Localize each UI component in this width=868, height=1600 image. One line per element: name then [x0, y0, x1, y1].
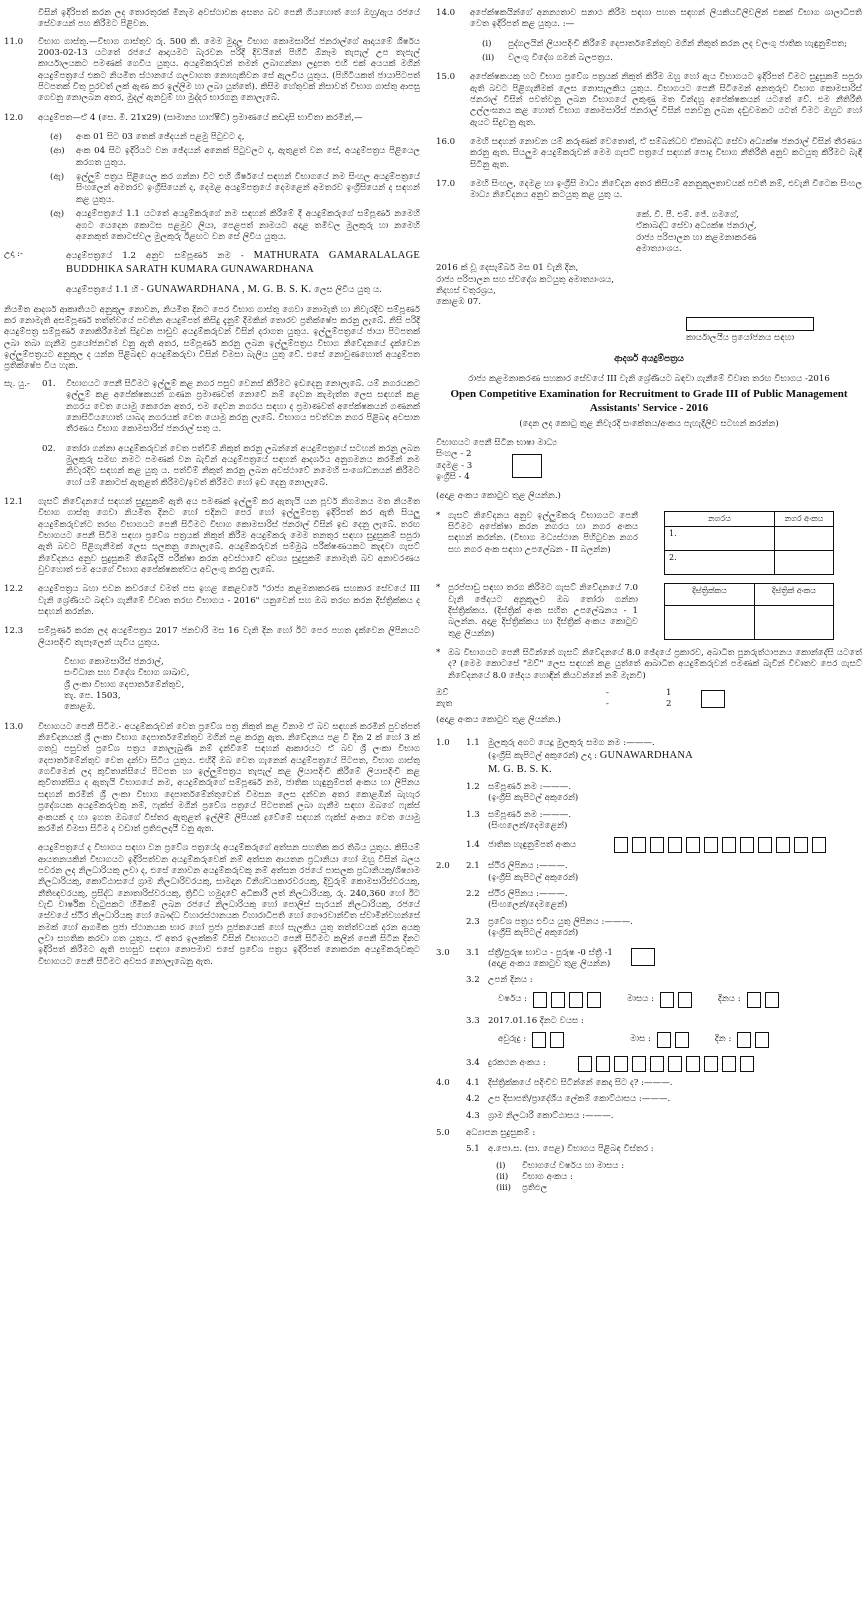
example-initials-name: GUNAWARDHANA , M. G. B. S. K. — [146, 283, 312, 295]
dob-year-input[interactable] — [533, 992, 601, 1008]
field-3-2: 3.2 උපන් දිනය : — [466, 975, 533, 986]
form-title: ආදර්ශ අයදුම්පත්‍රය — [614, 353, 684, 364]
list-item[interactable]: (ii) විභාග අංකය : — [496, 1171, 573, 1182]
section-17: 17.0 මෙහි සිංහල, දෙමළ හා ඉංග්‍රීසි මාධ්‍ය නිවේදන අතර කිසියම් අනනුකූලතාවයක් පවතී නම්, එවැනි විටෙක සිංහල මාධ්‍ය නිවේදනය අනුව කටයුතු කළ යුතු ය. — [436, 179, 862, 201]
section-number: 11.0 — [4, 36, 24, 47]
district-field[interactable] — [665, 605, 755, 639]
age-days-input[interactable] — [737, 1032, 769, 1048]
section-15: 15.0 අපේක්ෂකයකු හට විභාග ප්‍රවේශ පත්‍රයක් නිකුත් කිරීම ඔහු හෝ ඇය විභාගයට ඉදිරිපත් වීමට සුදුසුකම් සපුරා ඇති බවට පිළිගැනීමක් ලෙස නොසැලකිය යුතුය. විභාගයට පෙනී සිටීමෙන් අනතුරුව විභාග කොමසාරිස් ජනරාල් විසින් පවත්වනු ලබන විභාගයේ ලකුණු මත වින්දහු අපේක්ෂකයන් යටතේ වේ. එම නීතිරීති උල්ලංඝනය කළ හොත් විභාග කොමසාරිස් ජනරාල් විසින් පනවනු ලබන දඬුවමකට යටත් වීමට ඔහුට හෝ ඇයට සිදුවනු ඇත. — [436, 72, 862, 128]
list-item: (ඈ) අයදුම්පත්‍රයේ 1.1 යටතේ අයදුම්කරුගේ නම සඳහන් කිරීමේ දී අයදුම්කරුගේ සම්පූර්ණ නමෙහි අගට යෙදෙන කොටස පළමුව ලියා, පෙළපත් නාමයට අදාළ තමිවල මුලකුරු හා නමෙහි අනෙකුත් කොටස්වල මුලකුරු ඊළඟට වන සේ ලිවිය යුතුය. — [50, 209, 420, 242]
gender-input-box[interactable] — [631, 948, 655, 966]
note-01: සැ. යු.- 01. විභාගයට පෙනී සිටීමට ඉල්ලුම් කළ නගර පසුව වෙනස් කිරීමට ඉඩදෙනු නොලැබේ. යම් නගරයකට ඉල්ලුම් කළ අපේක්ෂකයන් ගණන ප්‍රමාණවත් නොවේ නම් දෙවන කැමැත්ත ලෙස සඳහන් කළ නගරය වෙත යොමු කෙරෙන අතර, එම දෙවන නගරය සඳහා ද ප්‍රමාණවත් අපේක්ෂකයන් ගණනක් නොසිටියහොත් යාබද නගරයක් වෙත යොමු කරනු ලැබේ. විභාගය පවත්වන නගර පිළිබඳ අවසාන තීරණය විභාග කොමසාරිස් ජනරාල් සතු ය. — [4, 378, 420, 435]
example-full-name: MATHURATA GAMARALALAGE BUDDHIKA SARATH KUMARA GUNAWARDHANA — [66, 250, 420, 276]
form-english-title: Open Competitive Examination for Recruitment to Grade III of Public Management Assistants' Service - 2016 — [450, 388, 848, 414]
list-item[interactable]: (i) විභාගයේ වර්ෂය හා මාසය : — [496, 1160, 625, 1171]
left-column — [4, 8, 420, 974]
section-12 — [4, 113, 420, 124]
field-1-2[interactable]: 1.2 සම්පූර්ණ නම :———. (ඉංග්‍රීසි කැපිටල් අකුරෙන්) — [466, 782, 579, 804]
age-months-input[interactable] — [657, 1032, 689, 1048]
district-number-field[interactable] — [755, 605, 834, 639]
field-1-3[interactable]: 1.3 සම්පූර්ණ නම :———. (සිංහලෙන්/දෙමළෙන්) — [466, 809, 572, 832]
list-item: (ඇ) ඉල්ලුම් පත්‍රය පිළියෙල කර ගන්නා විට එහි ශීර්ෂයේ සඳහන් විභාගයේ නම සිංහල අයදුම්පත්‍රයේ සිංහලෙන් අමතරව ඉංග්‍රීසියෙන් ද, දෙමළ අයදුම්පත්‍රයේ දෙමළෙන් අමතරව ඉංග්‍රීසියෙන් ද සඳහන් කළ යුතුය. — [50, 172, 420, 205]
dob-inputs: වර්ෂය : මාසය : දිනය : — [436, 992, 862, 1008]
field-4-2[interactable]: 4.2 උප දිසාපති/ප්‍රාදේශීය ලේකම් කොට්ඨාසය :———. — [466, 1094, 671, 1105]
list-item: (අ) අංක 01 සිට 03 තෙක් ඡේදයන් පළමු පිටුවට ද, — [50, 132, 245, 143]
section-12-items — [4, 132, 420, 243]
field-5-1: 5.1 අ.පො.ස. (සා. පෙළ) විභාගය පිළිබඳ විස්තර : — [466, 1144, 654, 1155]
field-5-1-items — [436, 1161, 862, 1195]
list-item: (ආ) අංක 04 සිට ඉදිරියට වන ඡේදයන් අනෙක් පිටුවලට ද, ඇතුළත් වන සේ, අයදුම්පත්‍රය පිළියෙල කරගත යුතුය. — [50, 146, 420, 168]
section-text: විභාග ගාස්තු.—විභාග ගාස්තුව රු. 500 කි. මෙම මුදල විභාග කොමසාරිස් ජනරාල්ගේ ආදායමේ ශීර්ෂය 2003-02-13 යටතේ රජයේ ආදායමට බැරවන පරිදි දිවයිනේ පිහිටි ඕනෑම තැපැල් උප තැපැල් කාර්යාලයකට පමණක් ගෙවිය යුතුය. අයදුම්කරුවන් තමන් ලබාගන්නා ලදුපත එහි එක් අයයක් මගින් අයදුම්පත්‍රයේ එකට නියමිත ස්ථානයේ ගලවාගත නොහැකිවන සේ ඇලවිය යුතුය. (පිහිටියකත් ජායාපිටපත් පිටපතක් වීතු පුරවත් ලක් ඇණ කර ඉල්ලිම හා ලබා යුත්තේ). කිසිම හේතුවක් නිසාවත් විභාග ගාස්තු ආපසු ගෙවනු නොලබන අතර, මුදල් ඇනවුම් හා මුද්දර භාරගනු නොලැබේ. — [38, 36, 420, 104]
dob-month-input[interactable] — [660, 992, 692, 1008]
city-number-field-2[interactable] — [775, 551, 834, 575]
field-3-4: 3.4 දුරකථන අංකය : — [436, 1056, 862, 1072]
district-table: දිස්ත්‍රික්කය දිස්ත්‍රික් අංකය — [664, 583, 834, 640]
section-13-continued: අයදුම්පත්‍රයේ ද විභාගය සඳහා වන ප්‍රවේශ පත්‍රයේද අයදුම්කරුගේ අත්සන සහතික කර තිබිය යුතුය. කිසියම් ආයතනයකින් විභාගයට ඉදිරිපත්වන අයදුම්කරුවෙක් නම් අත්සන ආයතන ප්‍රධානියා හෝ ඔහු විසින් බලය පවරන ලද නිලධාරියකු ලවා ද, එසේ නොවන අයදුම්කරුවකු නම් අත්සන රජයේ පාසලක ප්‍රධානියකු/ශිෂ්‍යාම නිලධාරියකු, කොට්ඨාසයේ ග්‍රාම නිලධාරිවරයකු, සාමදාන විනිශ්චයකාරවරයකු, දිවුරුම් කොමසාරිස්වරයකු, නීතිඥවරයකු, ප්‍රසිද්ධ නොතාරිස්වරයකු, ත්‍රිවිධ හමුදාවේ අධිකාරී ලත් නිලධාරියකු, රු. 240,360 හෝ ඊට වැඩි වාර්ෂික වැටුපකට හිමිකම් ලබන රජයේ නිලධාරියකු හෝ පොලිස් සැරයන් නිලධාරියකු, රජයේ සේවයේ ස්ථිර නිලධාරියකු හෝ බෞද්ධ විහාරස්ථානයක විහාරාධිපති හෝ ගෞරවාන්විත ස්වාමීන්වහන්සේ නමක් හෝ ආගමික ප්‍රජා ස්ථානයක භාර හෝ ප්‍රජා පූජකයෙක් හෝ සැලකිය යුතු තත්ත්වයක් දරන අයකු ලවා සහතික කරවා ගත යුතුය. ඒ අතර ඉලක්කම් විසින් විභාගයට පෙනී සිටීමට කලින් පෙනී සිටින දිනට ඉදිරිපත් කිරීමට ඇති පහසුව සඳහා නොපමාව එසේ ප්‍රවේශ පත්‍රය ඉදිරිපත් නොකරන අයදුම්කරුවකුට විභාගයට පෙනී සිටීමට අවසර නොලැබෙනු ඇත. — [38, 843, 420, 967]
field-4-1[interactable]: 4.0 4.1 දිස්ත්‍රික්කයේ පදිංචිව සිටින්නේ කෙදා සිට ද? :———. — [436, 1077, 673, 1088]
field-2-1[interactable]: 2.0 2.1 ස්ථිර ලිපිනය :———. (ඉංග්‍රීසි කැපිටල් අකුරෙන්) — [436, 861, 579, 883]
section-12-1: 12.1 ගැසට් නිවේදනයේ සඳහන් සුදුසුකම් ඇති අය පමණක් ඉල්ලුම් කර ඇතැයි යන පූර්ව නිගමනය මත නියමිත විභාග ගාස්තු ගෙවා නියමිත දිනට හෝ එදිනට පෙර හෝ ඉල්ලුම්පත්‍ර ඉදිරිපත් කර ඇති සියලු අයදුම්කරුවන්ට තරඟ විභාගයට පෙනී සිටීමට විභාග කොමසාරිස් ජනරාල් විසින් ඉඩ දෙනු ලැබේ. තරඟ විභාගයට පෙනී සිටීම සඳහා ප්‍රවේශ පත්‍රයක් නිකුත් කිරීම අයදුම්කරු මෙම තනතුර සඳහා සුදුසුකම් සපුරා ඇති බවට පිළිගැනීමක් ලෙස සලකනු නොලැබේ. අයදුම්කරුවන් සම්මුඛ පරීක්ෂණයකට කැඳවා ගැසට් නිවේදනය අනුව සුදුසුකම් තිබේදැයි පරීක්ෂා කරන අවස්ථාවේ අවශ්‍ය සුදුසුකම් නොමැති බව අනාවරණය වුවහොත් එම අයගේ විභාග අපේක්ෂකත්වය අවලංගු කරනු ලැබේ. — [4, 496, 420, 575]
phone-input[interactable] — [578, 1056, 754, 1072]
field-3-3: 3.3 2017.01.16 දිනට වයස : — [466, 1015, 584, 1026]
list-item: (i) පුද්ගලයින් ලියාපදිංචි කිරීමේ දෙපාර්තමේන්තුව මගින් නිකුත් කරන ලද වලංගු ජාතික හැඳුනුම්පත; — [482, 38, 848, 49]
medium-input-box[interactable] — [512, 454, 542, 478]
list-item: (ii) වලංගු විදේශ ගමන් බලපත්‍රය. — [482, 53, 613, 64]
section-text: අයදුම්පත—ඒ 4 (සෙ. මී. 21x29) (සාමාන්‍ය හාෆ්ෂීට්) ප්‍රමාණයේ කඩදාසි භාවිතා කරමින්,— — [38, 112, 363, 123]
list-item[interactable]: (iii) ප්‍රතිඵල — [496, 1183, 548, 1194]
section-14: 14.0 අපේක්ෂකයින්ගේ අනන්‍යතාව සනාථ කිරීම සඳහා පහත සඳහන් ලියකියවිලිවලින් එකක් විභාග ශාලාධිපති වෙත ඉදිරිපත් කළ යුතුය. :— — [436, 8, 862, 30]
right-column: 14.0 අපේක්ෂකයින්ගේ අනන්‍යතාව සනාථ කිරීම සඳහා පහත සඳහන් ලියකියවිලිවලින් එකක් විභාග ශාලාධිපති වෙත ඉදිරිපත් කළ යුතුය. :— (i) පුද්ගලයින් ලියාපදිංචි කිරීමේ දෙපාර්තමේන්තුව මගින් නිකුත් කරන ලද වලංගු ජාතික හැඳුනුම්පත; (ii) වලංගු විදේශ ගමන් බලපත්‍රය. 15.0 අපේක්ෂකයකු හට විභාග ප්‍රවේශ පත්‍රයක් නිකුත් කිරීම ඔහු හෝ ඇය විභාගයට ඉදිරිපත් වීමට සුදුසුකම් සපුරා ඇති බවට පිළිගැනීමක් ලෙස නොසැලකිය යුතුය. විභාගයට පෙනී සිටීමෙන් අනතුරුව විභාග කොමසාරිස් ජනරාල් විසින් පවත්වනු ලබන විභාගයේ ලකුණු මත වින්දහු අපේක්ෂකයන් යටතේ වේ. එම නීතිරීති උල්ලංඝනය කළ හොත් විභාග කොමසාරිස් ජනරාල් විසින් පනවනු ලබන දඬුවමකට යටත් වීමට ඔහුට හෝ ඇයට සිදුවනු ඇත. 16.0 මෙහි සඳහන් නොවන යම් කරුණක් වෙතොත්, ඒ සම්බන්ධව ඒකාබද්ධ සේවා අධ්‍යක්ෂ ජනරාල් විසින් තීරණය කරනු ඇත. සියලුම අයදුම්කරුවන් මෙම ගැසට් පත්‍රයේ සඳහන් පොදු විභාග නීතිරීති අනුව කටයුතු කිරීමට බැඳී සිටිනු ඇත. 17.0 මෙහි සිංහල, දෙමළ හා ඉංග්‍රීසි මාධ්‍ය නිවේදන අතර කිසියම් අනනුකූලතාවයක් පවතී නම්, එවැනි විටෙක සිංහල මාධ්‍ය නිවේදනය අනුව කටයුතු කළ යුතු ය. කේ. වී. පී. එම්. ජේ. ගමගේ, ඒකාබද්ධ සේවා අධ්‍යක්ෂ ජනරාල්, රාජ්‍ය පරිපාලන හා කළමනාකරණ අමාත්‍යාංශය. 2016 ක් වූ දෙසැම්බර් මස 01 වැනි දින, රාජ්‍ය පරිපාලන සහ ස්වදේශ කටයුතු අමාත්‍යාංශය, නිදහස් චතුරශ්‍රය, කොළඹ 07. කාර්යාලයීය ප්‍රයෝජනය සඳහා ආදර්ශ අයදුම්පත්‍රය රාජ්‍ය කළමනාකරණ සහකාර සේවයේ III වැනි ශ්‍රේණියට බඳවා ගැනීමේ විවෘත තරඟ විභාගය -2016 Open Competitive Examination for Recruitment to Grade III of Public Management Assistants' Service - 2016 (දෙන ලද කොටු තුළ නිවැරදි සංකේතය/අංකය පැහැදිලිව සටහන් කරන්න) විභාගයට පෙනී සිටින භාෂා මාධ්‍ය සිංහල - 2 දෙමළ - 3 ඉංග්‍රීසි - 4 (අදාළ අංකය කොටුව තුළ ලියන්න.) * ගැසට් නිවේදනය අනුව ඉල්ලුම්කරු විභාගයට පෙනී සිටීමට අපේක්ෂා කරන නගරය හා නගර අංකය සඳහන් කරන්න. (විභාග මධ්‍යස්ථාන පිහිටුවන නගර සහ නගර අංක සඳහා උපලේඛන - II බලන්න) නගරය නගර අංකය 1. 2. * පුරප්පාඩු සඳහා තරග කිරීමට ගැසට් නිවේදනයේ 7.0 වැනි ඡේදයට අනුකූලව ඔබ තෝරා ගන්නා දිස්ත්‍රික්කය. (දිස්ත්‍රික් අංක සහිත උපලේඛනය - 1 බලන්න. අදාළ දිස්ත්‍රික්කය හා දිස්ත්‍රික් අංකය කොටුව තුළ ලියන්න) දිස්ත්‍රික්කය දිස්ත්‍රික් අංකය * ඔබ විභාගයට පෙනී සිටින්නේ ගැසට් නිවේදනයේ 8.0 ඡේදයේ ප්‍රකාරව, අබාධිත පුනරුත්ථාපනය කොන්දේසි යටතේ ද? (මෙම කොටසේ "ඔව්" ලෙස සඳහන් කළ යුත්තේ ආබාධිත අයදුම්කරුවන් පමණක් බැවින් විවෘතව පෙර ගැසට් නිවේදනයේ 8.0 ඡේදය හොඳින් කියවන්නේ නම් මැනවි) ඔව් - 1 නැත - 2 (අදාළ අංකය කොටුව තුළ ලියන්න.) 1.0 1.1 මුලකුරු අගට යෙදූ මුලකුරු සමග නම :———. (ඉංග්‍රීසි කැපිටල් අකුරෙන්) උදා : GUNAWARDHANA M. G. B. S. K. 1.2 සම්පූර්ණ නම :———. (ඉංග්‍රීසි කැපිටල් අකුරෙන්) 1.3 සම්පූර්ණ නම :———. (සිංහලෙන්/දෙමළෙන්) 1.4 ජාතික හැඳුනුම්පත් අංකය 2.0 2.1 ස්ථිර ලිපිනය :———. (ඉංග්‍රීසි කැපිටල් අකුරෙන්) 2.2 ස්ථිර ලිපිනය :———. (සිංහලෙන්/දෙමළෙන්) 2.3 ප්‍රවේශ පත්‍රය එවිය යුතු ලිපිනය :———. (ඉංග්‍රීසි කැපිටල් අකුරෙන්) 3.0 3.1 ස්ත්‍රී/පුරුෂ භාවය - පුරුෂ -0 ස්ත්‍රී -1 (අදාළ අංකය කොටුව තුළ ලියන්න) 3.2 උපන් දිනය : වර්ෂය : මාසය : දිනය : 3.3 2017.01.16 දිනට වයස : අවුරුදු : මාස : දින : 3.4 දුරකථන අංකය : 4.0 4.1 දිස්ත්‍රික්කයේ පදිංචිව සිටින්නේ කෙදා සිට ද? :———. 4.2 උප දිසාපති/ප්‍රාදේශීය ලේකම් කොට්ඨාසය :———. 4.3 ග්‍රාම නිලධාරී කොට්ඨාසය :———. 5.0 අධ්‍යාපන සුදුසුකම් : 5.1 අ.පො.ස. (සා. පෙළ) විභාගය පිළිබඳ විස්තර : (i) විභාගයේ වර්ෂය හා මාසය : (ii) විභාග අංකය : (iii) ප්‍රතිඵල — [436, 8, 862, 1194]
rules-paragraph: නියමිත ආදර්ශ ආකෘතියට අනුකූල නොවන, නියමිත දිනට පෙර විභාග ගාස්තු ගෙවා නොමැති හා නිවැරදිව සම්පූර්ණ කර නොමැති අසම්පූර්ණ තත්ත්වයේ පවතින අයදුම්පත් කිසිදු දැනුම් දීමකින් තොරව ප්‍රතික්ෂේප කරනු ලැබේ. නිසි පරිදි අයදුම්පත්‍ර සම්පූර්ණ නොකිරීමෙන් සිදුවන පාඩුව අයදුම්කරුවන් විසින් දරාගත යුතුය. ඉල්ලුම්පත්‍රයේ ජායා පිටපතක් ලබා තබා ගැනීම ප්‍රයෝජනවත් වනු ඇති අතර, සම්පූර්ණ කරනු ලබන ඉල්ලුම්පත්‍රය විභාග නිවේදනයේ දැක්වෙන ඉල්ලුම්පත්‍රයට අනුකූල ද යන්න පිළිබඳව අයදුම්කරුවා විසින් විමසා බැලිය යුතු වේ. එසේ නොවුණහොත් අයදුම්පත ප්‍රතික්ෂේප විය හැක. — [4, 304, 420, 372]
field-4-3[interactable]: 4.3 ග්‍රාම නිලධාරී කොට්ඨාසය :———. — [466, 1110, 614, 1121]
field-1-4: 1.4 ජාතික හැඳුනුම්පත් අංකය — [436, 837, 862, 853]
section-12-3: 12.3 සම්පූර්ණ කරන ලද අයදුම්පත්‍රය 2017 ජනවාරි මස 16 වැනි දින හෝ ඊට පෙර පහත දැක්වෙන ලිපිනයට ලියාපදිංචි තැපෑලෙන් යැවිය යුතුය. — [4, 626, 420, 648]
date-block: 2016 ක් වූ දෙසැම්බර් මස 01 වැනි දින, රාජ්‍ය පරිපාලන සහ ස්වදේශ කටයුතු අමාත්‍යාංශය, නිදහස් චතුරශ්‍රය, කොළඹ 07. — [436, 263, 614, 308]
dob-day-input[interactable] — [747, 992, 779, 1008]
disability-input-box[interactable] — [701, 690, 725, 708]
office-use-field[interactable] — [686, 317, 814, 331]
medium-block: විභාගයට පෙනී සිටින භාෂා මාධ්‍ය සිංහල - 2 දෙමළ - 3 ඉංග්‍රීසි - 4 (අදාළ අංකය කොටුව තුළ ලියන්න.) — [436, 437, 561, 502]
age-inputs: අවුරුදු : මාස : දින : — [436, 1032, 862, 1048]
field-3-1: 3.0 3.1 ස්ත්‍රී/පුරුෂ භාවය - පුරුෂ -0 ස්ත්‍රී -1 (අදාළ අංකය කොටුව තුළ ලියන්න) — [436, 948, 862, 971]
city-block: * ගැසට් නිවේදනය අනුව ඉල්ලුම්කරු විභාගයට පෙනී සිටීමට අපේක්ෂා කරන නගරය හා නගර අංකය සඳහන් කරන්න. (විභාග මධ්‍යස්ථාන පිහිටුවන නගර සහ නගර අංක සඳහා උපලේඛන - II බලන්න) නගරය නගර අංකය 1. 2. — [436, 511, 862, 576]
field-5-0: 5.0 අධ්‍යාපන සුදුසුකම් : — [436, 1127, 536, 1138]
district-block: * පුරප්පාඩු සඳහා තරග කිරීමට ගැසට් නිවේදනයේ 7.0 වැනි ඡේදයට අනුකූලව ඔබ තෝරා ගන්නා දිස්ත්‍රික්කය. (දිස්ත්‍රික් අංක සහිත උපලේඛනය - 1 බලන්න. අදාළ දිස්ත්‍රික්කය හා දිස්ත්‍රික් අංකය කොටුව තුළ ලියන්න) දිස්ත්‍රික්කය දිස්ත්‍රික් අංකය — [436, 583, 862, 640]
section-11 — [4, 37, 420, 105]
section-12-2: 12.2 අයදුම්පත්‍රය බහා එවන කවරයේ වමත් පස ඉහළ කෙළවරේ "රාජ්‍ය කළමනාකරණ සහකාර සේවයේ III වැනි ශ්‍රේණියට බඳවා ගැනීමේ විවෘත තරඟ විභාගය - 2016" යනුවෙන් සහ ඔබ තරඟ කරන දිස්ත්‍රික්කය ද සඳහන් කරන්න. — [4, 584, 420, 618]
field-2-2[interactable]: 2.2 ස්ථිර ලිපිනය :———. (සිංහලෙන්/දෙමළෙන්) — [466, 889, 568, 911]
signature-block: කේ. වී. පී. එම්. ජේ. ගමගේ, ඒකාබද්ධ සේවා අධ්‍යක්ෂ ජනරාල්, රාජ්‍ය පරිපාලන හා කළමනාකරණ අමාත්‍යාංශය. — [636, 209, 757, 254]
field-1-1: 1.0 1.1 මුලකුරු අගට යෙදූ මුලකුරු සමග නම :———. (ඉංග්‍රීසි කැපිටල් අකුරෙන්) උදා : GUNAWARDHANA M. G. B. S. K. — [436, 738, 693, 776]
name-example: උදා :- අයදුම්පත්‍රයේ 1.2 අනුව සම්පූර්ණ නම - MATHURATA GAMARALALAGE BUDDHIKA SARATH KUMARA GUNAWARDHANA අයදුම්පත්‍රයේ 1.1 හි - GUNAWARDHANA , M. G. B. S. K. ලෙස ලිවිය යුතු ය. — [4, 249, 420, 295]
field-2-3[interactable]: 2.3 ප්‍රවේශ පත්‍රය එවිය යුතු ලිපිනය :———. (ඉංග්‍රීසි කැපිටල් අකුරෙන්) — [466, 916, 633, 939]
city-table: නගරය නගර අංකය 1. 2. — [664, 511, 834, 576]
intro-paragraph: විසින් ඉදිරිපත් කරන ලද තොරතුරක් මිනැම අවස්ථාවක අසත්‍ය බව පෙනී ගියහොත් හෝ ඔහු/ඇය රජයේ සේවයෙන් පහ කිරීමට පිළිවන. — [38, 8, 420, 30]
section-16: 16.0 මෙහි සඳහන් නොවන යම් කරුණක් වෙතොත්, ඒ සම්බන්ධව ඒකාබද්ධ සේවා අධ්‍යක්ෂ ජනරාල් විසින් තීරණය කරනු ඇත. සියලුම අයදුම්කරුවන් මෙම ගැසට් පත්‍රයේ සඳහන් පොදු විභාග නීතිරීති අනුව කටයුතු කිරීමට බැඳී සිටිනු ඇත. — [436, 137, 862, 170]
form-fields — [436, 738, 862, 1195]
address-block: විභාග කොමසාරිස් ජනරාල්, සංවිධාන සහ විදේශ විභාග ශාඛාව, ශ්‍රී ලංකා විභාග දෙපාර්තමේන්තුව, තැ. පෙ. 1503, කොළඹ. — [64, 657, 190, 713]
age-years-input[interactable] — [532, 1032, 564, 1048]
city-field-1[interactable]: 1. — [665, 527, 775, 551]
disability-block: * ඔබ විභාගයට පෙනී සිටින්නේ ගැසට් නිවේදනයේ 8.0 ඡේදයේ ප්‍රකාරව, අබාධිත පුනරුත්ථාපනය කොන්දේසි යටතේ ද? (මෙම කොටසේ "ඔව්" ලෙස සඳහන් කළ යුත්තේ ආබාධිත අයදුම්කරුවන් පමණක් බැවින් විවෘතව පෙර ගැසට් නිවේදනයේ 8.0 ඡේදය හොඳින් කියවන්නේ නම් මැනවි) — [436, 647, 862, 681]
office-use-box: කාර්යාලයීය ප්‍රයෝජනය සඳහා — [686, 317, 814, 344]
city-number-field-1[interactable] — [775, 527, 834, 551]
note-02: 02. තෝරා ගන්නා අයදුම්කරුවන් වෙත පත්වීම් නිකුත් කරනු ලබන්නේ අයදුම්පත්‍රයේ සටහන් කරනු ලබන මුලකුරු සමඟ නමට පමණක් වන බැවින් අයදුම්පත්‍රයේ සඳහන් ආදර්ශය අනුගමනය කරමින් නම නිවැරදිව සඳහන් කළ යුතු ය. පත්වීම් නිකුත් කරනු ලබන අවස්ථාවේ නමෙහි සංශෝධනයන් කිරීමට හෝ යම් කොටස් ඇතුළත් කිරීමට/ඉවත් කිරීමට හෝ ඉඩ දෙනු නොලැබේ. — [42, 443, 420, 488]
city-field-2[interactable]: 2. — [665, 551, 775, 575]
section-13: 13.0 විභාගයට පෙනී සිටීම.- අයදුම්කරුවන් වෙත ප්‍රවේශ පත්‍ර නිකුත් කළ විනාම ඒ බව සඳහන් කරමින් පුවත්පත් නිවේදනයක් ශ්‍රී ලංකා විභාග දෙපාර්තමේන්තුව මගින් පළ කරනු ඇත. නිවේදනය පළ වී දින 2 ක් හෝ 3 ක් ගතවූ පසුවත් ප්‍රවේශ පත්‍රය නොලැබුණි නම් දැන්වීමේ සඳහන් ආකාරයට ඒ බව ශ්‍රී ලංකා විභාග දෙපාර්තමේන්තුව වෙත දන්වා සිටිය යුතුය. එහිදී ඔබ වෙත ගැනෙන් අයදුම්පත්‍රයේ පිටපත, විභාග ගාස්තු ගෙවීමෙන් ලද කුවිතාන්සියේ පිටපත හා ඉල්ලුම්පත්‍රය තැපැල් කළ ලියාපදිංචි කිරීමේ ලියාපදිංචි කළ කුවිතාන්සිය ද ඇතැයි විභාගයේ නම, අයදුම්කරුගේ සම්පූර්ණ නම, ජාතික හැඳුනුම්පත් අංකය හා ලිපිනය සඳහන් කරමින් ශ්‍රී ලංකා විභාග දෙපාර්තමේන්තුවෙන් විමසන ලෙස දන්වන අතර කොළඹින් බැහැර ප්‍රදේශයක අයදුම්කරුවකු නම්, ෆැක්ස් මගින් ප්‍රවේශ පත්‍රයේ පිටපතක් ලබා ගැනීම සඳහා ඔබගේ ෆැක්ස් අංකයක් ද හා ඉහත ඔබගේ විස්තර ඇතුළත් ඉල්ලීම් ලිපියක් ද්‍රවේමේ සඳහන් ෆැක්ස් අංකය වෙත යොමු කරමින් විමසා සිටීම ද වඩාත් ප්‍රතිඵලදායී වනු ඇත. — [4, 721, 420, 834]
form-subtitle: රාජ්‍ය කළමනාකරණ සහකාර සේවයේ III වැනි ශ්‍රේණියට බඳවා ගැනීමේ විවෘත තරඟ විභාගය -2016 — [468, 373, 830, 384]
yes-no-block: ඔව් - 1 නැත - 2 — [436, 688, 862, 711]
form-instruction: (දෙන ලද කොටු තුළ නිවැරදි සංකේතය/අංකය පැහැදිලිව සටහන් කරන්න) — [519, 418, 779, 429]
nic-input[interactable] — [614, 837, 826, 853]
section-number: 12.0 — [4, 112, 24, 123]
